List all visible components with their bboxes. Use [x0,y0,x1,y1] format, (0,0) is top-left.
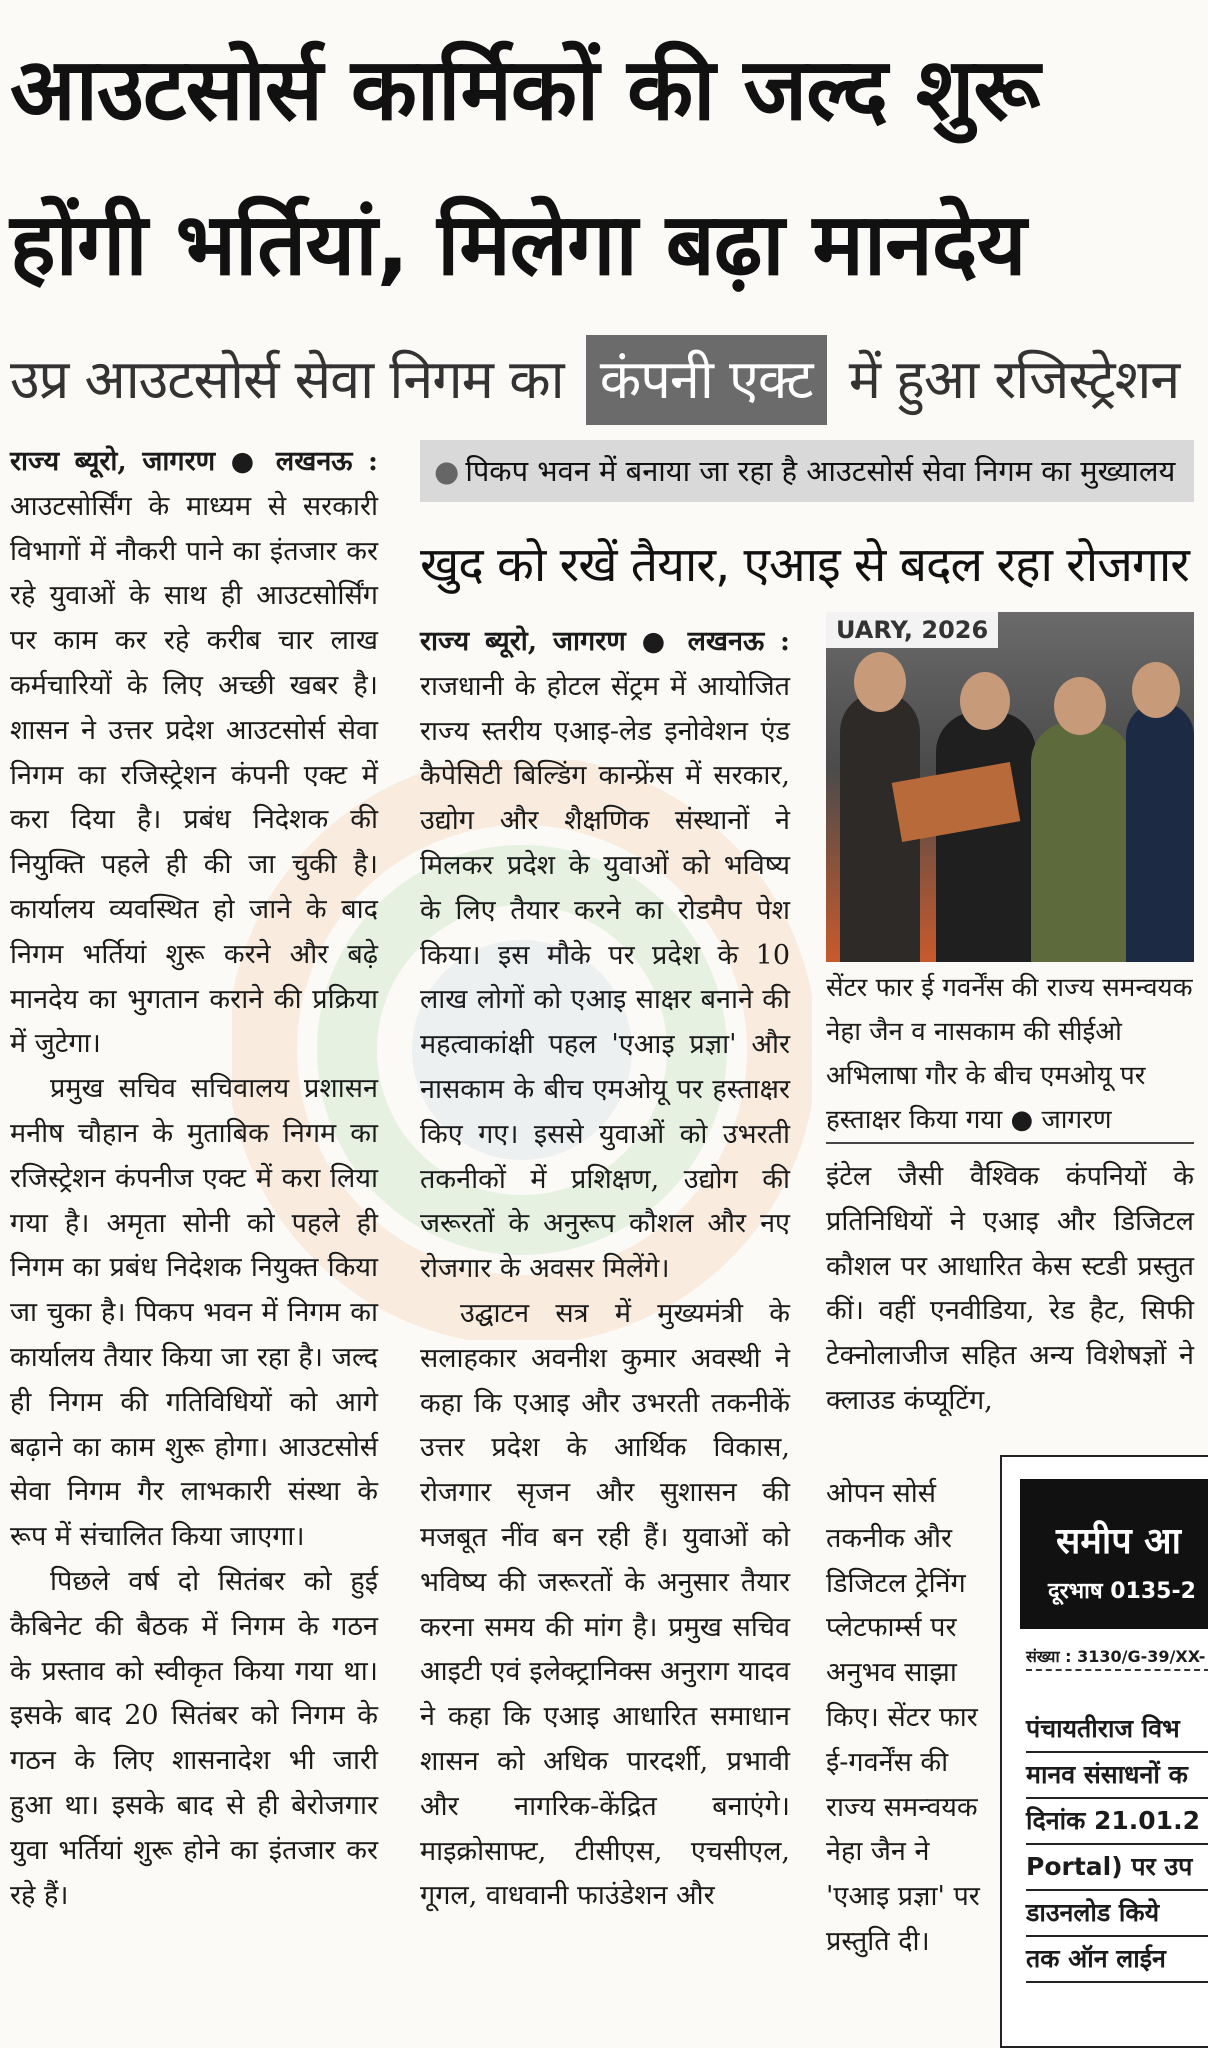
left-story-byline: राज्य ब्यूरो, जागरण ● लखनऊ : [10,446,378,477]
ad-reference: संख्या : 3130/G-39/XX- [1026,1647,1206,1666]
photo-banner-text: UARY, 2026 [826,612,998,648]
strip-text: पिकप भवन में बनाया जा रहा है आउटसोर्स सेवा निगम का मुख्यालय [465,454,1176,488]
photo-caption: सेंटर फार ई गवर्नेंस की राज्य समन्वयक नेहा जैन व नासकाम की सीईओ अभिलाषा गौर के बीच एमओयू पर हस्ताक्षर किया गया ● जागरण [826,973,1193,1135]
photo-person-2-head [960,672,1010,730]
right-story-paragraph-1: राजधानी के होटल सेंट्रम में आयोजित राज्य स्तरीय एआइ-लेड इनोवेशन एंड कैपेसिटी बिल्डिंग कान्फ्रेंस में सरकार, उद्योग और शैक्षणिक संस्थानों ने मिलकर प्रदेश के युवाओं को भविष्य के लिए तैयार करने का रोडमैप पेश किया। इस मौके पर प्रदेश के 10 लाख लोगों को एआइ साक्षर बनाने की महत्वाकांक्षी पहल 'एआइ प्रज्ञा' और नासकाम के बीच एमओयू पर हस्ताक्षर किए गए। इससे युवाओं को उभरती तकनीकों में प्रशिक्षण, उद्योग की जरूरतों के अनुरूप कौशल और नए रोजगार के अवसर मिलेंगे। [420,670,790,1285]
right-story-paragraph-2: उद्घाटन सत्र में मुख्यमंत्री के सलाहकार अवनीश कुमार अवस्थी ने कहा कि एआइ और उभरती तकनीकें उत्तर प्रदेश के आर्थिक विकास, रोजगार सृजन और सुशासन की मजबूत नींव बन रही हैं। युवाओं को भविष्य की जरूरतों के अनुसार तैयार करना समय की मांग है। प्रमुख सचिव आइटी एवं इलेक्ट्रानिक्स अनुराग यादव ने कहा कि एआइ आधारित समाधान शासन को अधिक पारदर्शी, प्रभावी और नागरिक-केंद्रित बनाएंगे। माइक्रोसाफ्ट, टीसीएस, एचसीएल, गूगल, वाधवानी फाउंडेशन और [420,1297,790,1912]
headline-line-2: होंगी भर्तियां, मिलेगा बढ़ा मानदेय [10,195,1026,295]
ad-title: समीप आ [1056,1521,1181,1562]
ad-line-2: मानव संसाधनों क [1026,1753,1208,1799]
left-story-paragraph-1: आउटसोर्सिंग के माध्यम से सरकारी विभागों में नौकरी पाने का इंतजार कर रहे युवाओं के साथ ही आउटसोर्सिंग पर काम कर रहे करीब चार लाख कर्मचारियों के लिए अच्छी खबर है। शासन ने उत्तर प्रदेश आउटसोर्स सेवा निगम का रजिस्ट्रेशन कंपनी एक्ट में करा दिया है। प्रबंध निदेशक की नियुक्ति पहले ही की जा चुकी है। कार्यालय व्यवस्थित हो जाने के बाद निगम भर्तियां शुरू करने और बढ़े मानदेय का भुगतान कराने की प्रक्रिया में जुटेगा। [10,490,378,1060]
strip-bullet: ● [434,454,460,488]
left-story-paragraph-3: पिछले वर्ष दो सितंबर को हुई कैबिनेट की बैठक में निगम के गठन के प्रस्ताव को स्वीकृत किया गया था। इसके बाद 20 सितंबर को निगम के गठन के लिए शासनादेश भी जारी हुआ था। इसके बाद से ही बेरोजगार युवा भर्तियां शुरू होने का इंतजार कर रहे हैं। [10,1565,378,1911]
government-notice-ad [1000,1455,1208,2048]
right-story-title: खुद को रखें तैयार, एआइ से बदल रहा रोजगार [420,537,1189,593]
right-story-column-3b: ओपन सोर्स तकनीक और डिजिटल ट्रेनिंग प्लेटफार्म्स पर अनुभव साझा किए। सेंटर फार ई-गवर्नेंस की राज्य समन्वयक नेहा जैन ने 'एआइ प्रज्ञा' पर प्रस्तुति दी। [826,1478,980,1957]
headline-line-1: आउटसोर्स कार्मिकों की जल्द शुरू [10,40,1040,140]
photo-person-4-head [1132,662,1180,718]
subheadline-before: उप्र आउटसोर्स सेवा निगम का [10,348,564,411]
photo-person-3-head [1054,677,1106,735]
photo-person-2 [936,712,1036,962]
ad-line-6: तक ऑन लाईन [1026,1937,1208,1983]
subheadline-highlight: कंपनी एक्ट [586,335,827,425]
mou-photo [826,612,1194,962]
caption-divider [826,1142,1194,1144]
ad-banner [1020,1479,1208,1629]
ad-body [1026,1707,1208,1983]
ad-reference-divider [1026,1669,1208,1671]
ad-line-4: Portal) पर उप [1026,1845,1208,1891]
subheadline-after: में हुआ रजिस्ट्रेशन [848,348,1180,411]
ad-line-3: दिनांक 21.01.2 [1026,1799,1208,1845]
right-story-column-1 [420,620,790,1919]
subheadline [10,335,1179,425]
left-story-column [10,440,378,1918]
left-story-paragraph-2: प्रमुख सचिव सचिवालय प्रशासन मनीष चौहान के मुताबिक निगम का रजिस्ट्रेशन कंपनीज एक्ट में करा लिया गया है। अमृता सोनी को पहले ही निगम का प्रबंध निदेशक नियुक्त किया जा चुका है। पिकप भवन में निगम का कार्यालय तैयार किया जा रहा है। जल्द ही निगम की गतिविधियों को आगे बढ़ाने का काम शुरू होगा। आउटसोर्स सेवा निगम गैर लाभकारी संस्था के रूप में संचालित किया जाएगा। [10,1073,378,1553]
photo-person-3 [1031,722,1131,962]
right-story-column-3: इंटेल जैसी वैश्विक कंपनियों के प्रतिनिधियों ने एआइ और डिजिटल कौशल पर आधारित केस स्टडी प्रस्तुत कीं। वहीं एनवीडिया, रेड हैट, सिफी टेक्नोलाजीज सहित अन्य विशेषज्ञों ने क्लाउड कंप्यूटिंग, [826,1161,1194,1416]
headquarters-strip [420,440,1194,502]
photo-person-4 [1126,702,1194,962]
ad-line-5: डाउनलोड किये [1026,1891,1208,1937]
photo-person-1-head [854,652,906,712]
ad-phone: दूरभाष 0135-2 [1048,1579,1196,1604]
right-story-byline: राज्य ब्यूरो, जागरण ● लखनऊ : [420,626,790,657]
ad-line-1: पंचायतीराज विभ [1026,1707,1208,1753]
